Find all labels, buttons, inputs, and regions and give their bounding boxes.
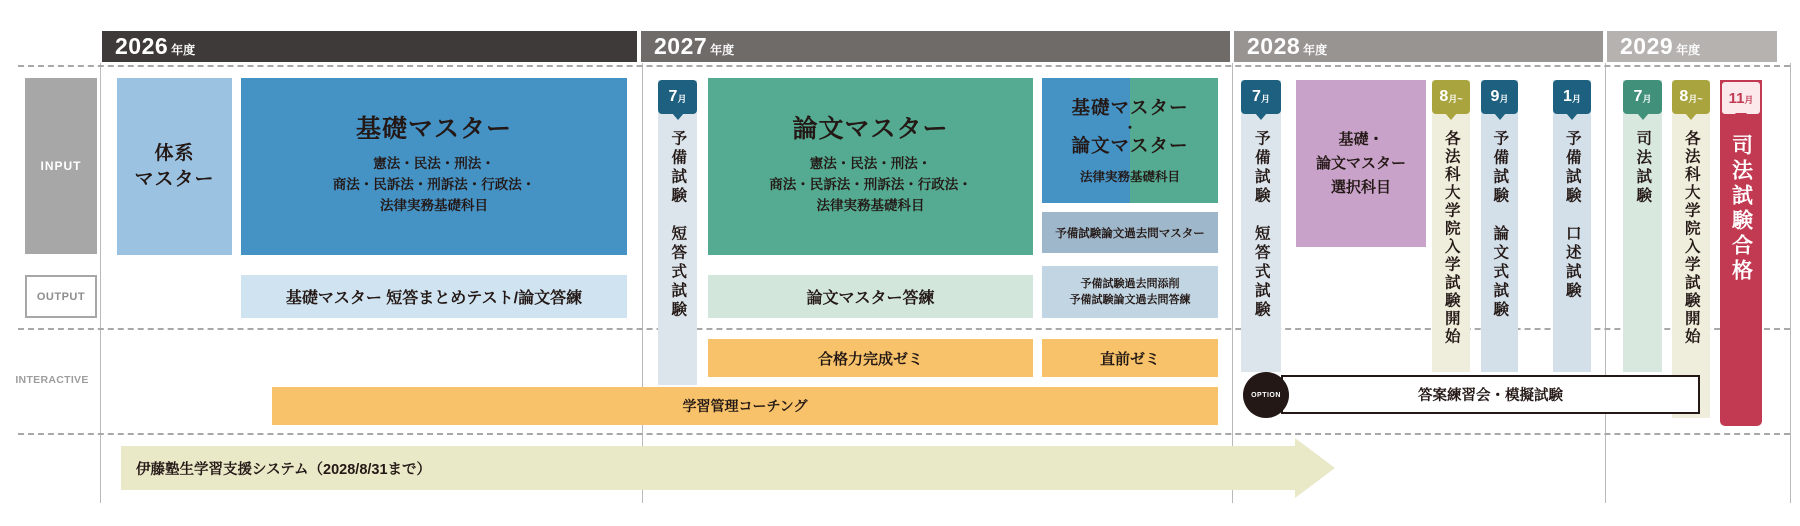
- course-title-line: 基礎・: [1338, 130, 1384, 148]
- divider-2028-2029: [1605, 63, 1606, 503]
- event-column-yobi-tanto-2028: [1241, 80, 1281, 372]
- badge-month-unit: 月: [1499, 94, 1509, 104]
- row-label-output: OUTPUT: [25, 275, 97, 318]
- event-label: 予備試験 短答式試験: [669, 130, 687, 320]
- course-subjects: [333, 154, 536, 217]
- badge-month-number: 7: [1633, 88, 1643, 105]
- divider-left: [100, 63, 101, 503]
- year-header-2026: [102, 31, 637, 62]
- month-badge-jul: [658, 80, 697, 114]
- year-header-2028: [1234, 31, 1603, 62]
- month-badge-aug: [1672, 80, 1710, 114]
- badge-month-number: 7: [668, 88, 678, 105]
- year-suffix: 年度: [1676, 43, 1701, 57]
- month-badge-jul: [1241, 80, 1281, 114]
- course-title-line: 体系: [154, 142, 195, 164]
- course-title: 基礎マスター: [355, 114, 512, 143]
- dashed-line-bottom: [18, 433, 1790, 435]
- subject-line: 商法・民訴法・刑訴法・行政法・: [769, 177, 972, 193]
- row-label-input: INPUT: [25, 78, 97, 254]
- badge-month-unit: 月~: [1688, 94, 1703, 104]
- course-title-line: 選択科目: [1330, 178, 1391, 196]
- year-number: 2027: [654, 33, 708, 59]
- box-yobi-kakomon-master: 予備試験論文過去問マスター: [1042, 212, 1218, 253]
- course-title-line: マスター: [134, 168, 215, 190]
- row-label-interactive: INTERACTIVE: [15, 374, 89, 386]
- subject-line: 法律実務基礎科目: [380, 198, 488, 214]
- badge-month-number: 1: [1563, 88, 1572, 105]
- course-box-ronbun-master: [708, 78, 1033, 255]
- course-box-sentaku-kamoku: [1296, 80, 1426, 247]
- month-badge-jan: [1553, 80, 1591, 114]
- year-header-2027: [641, 31, 1230, 62]
- support-system-arrowhead: [1295, 438, 1335, 498]
- badge-month-unit: 月: [677, 94, 687, 104]
- event-column-yobi-tanto-2027: [658, 80, 697, 385]
- event-column-yobi-ronbunshiki: [1481, 80, 1518, 372]
- coaching-bar: 学習管理コーチング: [272, 387, 1218, 425]
- event-label: 司法試験合格: [1729, 134, 1753, 284]
- subject-line: 憲法・民法・刑法・: [809, 156, 932, 172]
- badge-month-unit: 月: [1571, 94, 1581, 104]
- year-suffix: 年度: [710, 43, 735, 57]
- event-column-yobi-kojutsu: [1553, 80, 1591, 372]
- divider-2027-2028: [1232, 63, 1233, 503]
- zemi-box-gokakuryoku: 合格力完成ゼミ: [708, 339, 1033, 377]
- year-number: 2028: [1247, 33, 1301, 59]
- course-box-kiso-master: [241, 78, 627, 255]
- course-title-dot: ・: [1123, 119, 1137, 135]
- badge-month-number: 9: [1490, 88, 1500, 105]
- event-column-hoka-daigakuin-2029: [1672, 80, 1710, 418]
- year-number: 2026: [115, 33, 169, 59]
- option-badge: OPTION: [1243, 372, 1289, 418]
- divider-2026-2027: [642, 63, 643, 503]
- year-number: 2029: [1620, 33, 1674, 59]
- month-badge-nov: [1720, 80, 1762, 116]
- event-label: 各法科大学院入学試験開始: [1442, 130, 1460, 346]
- badge-month-unit: 月: [1642, 94, 1652, 104]
- subject-line: 憲法・民法・刑法・: [373, 156, 495, 172]
- toan-renshukai-box: 答案練習会・模擬試験: [1281, 375, 1700, 414]
- course-box-taikei-master: [117, 78, 232, 255]
- month-badge-sep: [1481, 80, 1518, 114]
- course-subjects: [769, 154, 972, 217]
- output-line: 予備試験過去問添削: [1080, 277, 1180, 290]
- year-suffix: 年度: [1303, 43, 1328, 57]
- badge-month-number: 8: [1439, 88, 1449, 105]
- course-title: 論文マスター: [792, 114, 949, 143]
- subject-line: 法律実務基礎科目: [816, 198, 925, 214]
- year-header-2029: [1607, 31, 1777, 62]
- divider-right: [1790, 63, 1791, 503]
- course-box-kiso-ronbun-master: [1042, 78, 1218, 203]
- event-label: 予備試験 口述試験: [1563, 130, 1581, 301]
- output-box-ronbun-toren: 論文マスター答練: [708, 275, 1033, 318]
- event-label: 各法科大学院入学試験開始: [1682, 130, 1700, 346]
- dashed-line-top: [18, 65, 1790, 67]
- badge-month-number: 8: [1679, 88, 1689, 105]
- output-line: 予備試験論文過去問答練: [1069, 294, 1191, 306]
- badge-month-number: 11: [1728, 89, 1745, 107]
- badge-month-unit: 月: [1260, 94, 1270, 104]
- dashed-line-output-interactive: [18, 328, 1790, 330]
- support-system-arrow: 伊藤塾生学習支援システム（2028/8/31まで）: [121, 446, 1295, 490]
- output-box-kiso-matome: 基礎マスター 短答まとめテスト/論文答練: [241, 275, 627, 318]
- zemi-box-chokuzen: 直前ゼミ: [1042, 339, 1218, 377]
- month-badge-jul: [1623, 80, 1662, 114]
- year-suffix: 年度: [171, 43, 196, 57]
- subject-line: 商法・民訴法・刑訴法・行政法・: [332, 177, 536, 193]
- course-title-line: 論文マスター: [1071, 134, 1189, 156]
- month-badge-aug: [1432, 80, 1470, 114]
- event-column-hoka-daigakuin-2028: [1432, 80, 1470, 372]
- badge-month-unit: 月: [1744, 95, 1754, 105]
- course-title-line: 論文マスター: [1315, 154, 1406, 172]
- event-label: 予備試験 論文式試験: [1491, 130, 1509, 320]
- event-column-shiho-gokaku: [1720, 80, 1762, 426]
- event-label: 予備試験 短答式試験: [1252, 130, 1270, 320]
- event-label: 司法試験: [1634, 130, 1652, 206]
- event-column-shiho-shiken: [1623, 80, 1662, 372]
- course-subtitle: 法律実務基礎科目: [1079, 170, 1180, 185]
- badge-month-unit: 月~: [1448, 94, 1463, 104]
- badge-month-number: 7: [1252, 88, 1261, 105]
- course-title-line: 基礎マスター: [1071, 96, 1189, 118]
- output-box-kakomon-tensaku: [1042, 266, 1218, 318]
